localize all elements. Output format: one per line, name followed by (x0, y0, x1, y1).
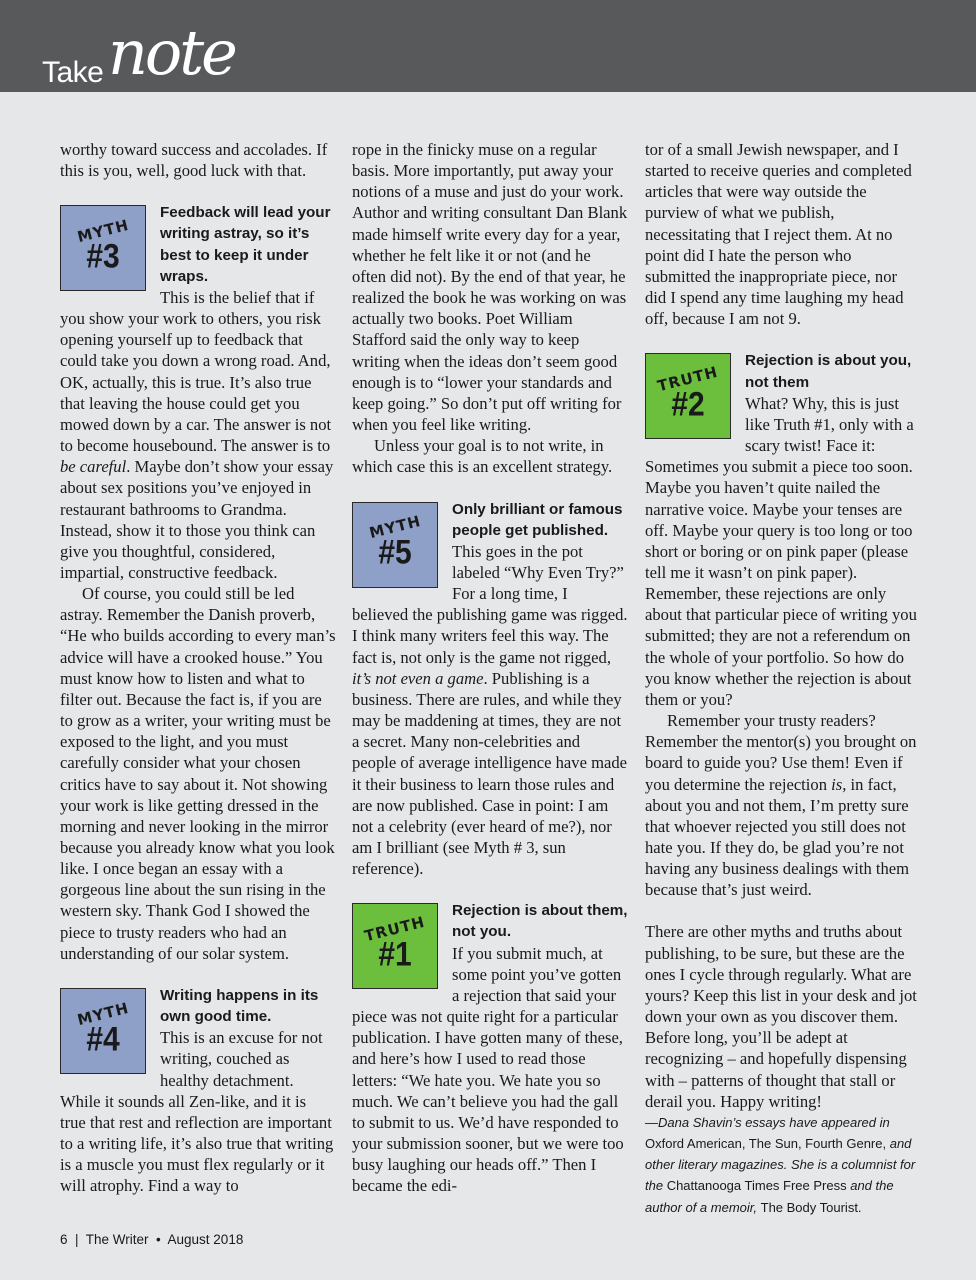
page-footer: 6 | The Writer • August 2018 (60, 1232, 244, 1247)
myth-4-badge (60, 988, 146, 1074)
myth-5-heading: Only brilliant or famous people get published. (452, 500, 623, 539)
header-note: note (108, 16, 235, 89)
truth-2-heading: Rejection is about you, not them (745, 352, 912, 391)
badge-number: #1 (378, 935, 412, 974)
paragraph: If you submit much, at some point you’ve gotten a rejection that said your piece was not quite right for a particular publication. I have gotten many of these, and here’s how I used to read those letters: “We hate you. We hate you so much. We can’t believe you had the gall to submit to us. We’d have responded to your submission sooner, but we were too busy laughing our heads off.” Then I became the edi- (352, 943, 624, 1196)
paragraph: This goes in the pot labeled “Why Even Try?” For a long time, I believed the publishing game was rigged. I think many writers feel this way. The fact is, not only is the game not rigged, it’s not even a game. Publishing is a business. There are rules, and while they may be maddening at times, they are not a secret. Many non-celebrities and people of average intelligence have made it their business to learn those rules and are now published. Case in point: I am not a celebrity (ever heard of me?), nor am I brilliant (see Myth # 3, sun reference). (352, 541, 628, 879)
badge-label: TRUTH (655, 362, 721, 396)
badge-label: MYTH (75, 215, 131, 247)
truth-1-heading: Rejection is about them, not you. (452, 902, 628, 941)
badge-label: TRUTH (362, 912, 428, 946)
badge-label: MYTH (367, 512, 423, 543)
author-bio: —Dana Shavin’s essays have appeared in Oxford American, The Sun, Fourth Genre, and other literary magazines. She is a columnist for the Chattanooga Times Free Press and the author of a memoir, The Body Tourist. (645, 1114, 916, 1215)
header-take: Take (42, 56, 104, 89)
paragraph: This is an excuse for not writing, couched as healthy detachment. While it sounds all Zen-like, and it is true that rest and reflection are important to a writing life, it’s also true that writing is a muscle you must flex regularly or it will atrophy. Find a way to (60, 1028, 334, 1196)
column-3 (645, 139, 921, 1218)
badge-number: #4 (86, 1020, 120, 1059)
myth-3-badge (60, 205, 146, 291)
badge-label: MYTH (75, 998, 131, 1029)
paragraph: This is the belief that if you show your work to others, you risk opening yourself up to feedback that could take you down a wrong road. And, OK, actually, this is true. It’s also true that leaving the house could get you mowed down by a car. The answer is not to become housebound. The answer is to be careful. Maybe don’t show your essay about sex positions you’ve enjoyed in restaurant bathrooms to Grandma. Instead, show it to those you think can give you thoughtful, considered, impartial, constructive feedback. (60, 287, 334, 582)
badge-number: #5 (378, 533, 412, 572)
paragraph: Unless your goal is to not write, in which case this is an excellent strategy. (352, 436, 613, 477)
myth-4-heading: Writing happens in its own good time. (160, 986, 319, 1026)
truth-2-badge (645, 353, 731, 439)
column-1 (60, 139, 336, 1197)
section-header (0, 0, 976, 92)
paragraph: worthy toward success and accolades. If this is you, well, good luck with that. (60, 140, 328, 181)
badge-number: #2 (671, 385, 705, 424)
myth-3-heading: Feedback will lead your writing astray, so it’s best to keep it under wraps. (160, 204, 331, 285)
column-2 (352, 139, 628, 1197)
paragraph: rope in the finicky muse on a regular basis. More importantly, put away your notions of a muse and just do your work. Author and writing consultant Dan Blank made himself write every day for a year, whether he felt like it or not (and he often did not). By the end of that year, he realized the book he was working on was actually two books. Poet William Stafford said the only way to keep writing when the ideas don’t seem good enough is to “lower your standards and keep going.” So don’t put off writing for when you feel like writing. (352, 140, 628, 435)
myth-5-badge (352, 502, 438, 588)
paragraph: There are other myths and truths about publishing, to be sure, but these are the ones I cycle through regularly. What are yours? Keep this list in your desk and jot down your own as you discover them. Before long, you’ll be adept at recognizing – and hopefully dispensing with – patterns of thought that stall or derail you. Happy writing! (645, 922, 917, 1111)
paragraph: What? Why, this is just like Truth #1, only with a scary twist! Face it: Sometimes you submit a piece too soon. Maybe you haven’t quite nailed the narrative voice. Maybe your tenses are off. Maybe your query is too long or too short or boring or on pink paper (please tell me it wasn’t on pink paper). Remember, these rejections are only about that particular piece of writing you submitted; they are not a referendum on the whole of your portfolio. So how do you know whether the rejection is about them or you? (645, 393, 917, 709)
paragraph: Of course, you could still be led astray. Remember the Danish proverb, “He who builds according to every man’s advice will have a crooked house.” You must know how to listen and what to filter out. Because the fact is, if you are to grow as a writer, your writing must be exposed to the light, and you must carefully consider what your chosen critics have to say about it. Not showing your work is like getting dressed in the morning and never looking in the mirror because you already know what you look like. I once began an essay with a gorgeous line about the sun rising in the western sky. Thank God I showed the piece to trusty readers who had an understanding of our solar system. (60, 584, 336, 963)
truth-1-badge (352, 903, 438, 989)
badge-number: #3 (86, 237, 120, 276)
paragraph: tor of a small Jewish newspaper, and I started to receive queries and completed articles that were way outside the purview of what we publish, necessitating that I reject them. At no point did I hate the person who submitted the inappropriate piece, nor did I spend any time laughing my head off, because I am not 9. (645, 140, 912, 329)
paragraph: Remember your trusty readers? Remember the mentor(s) you brought on board to guide you? Use them! Even if you determine the rejection is, in fact, about you and not them, I’m pretty sure that whoever rejected you still does not hate you. If they do, be glad you’re not having any business dealings with them because that’s just weird. (645, 711, 917, 900)
